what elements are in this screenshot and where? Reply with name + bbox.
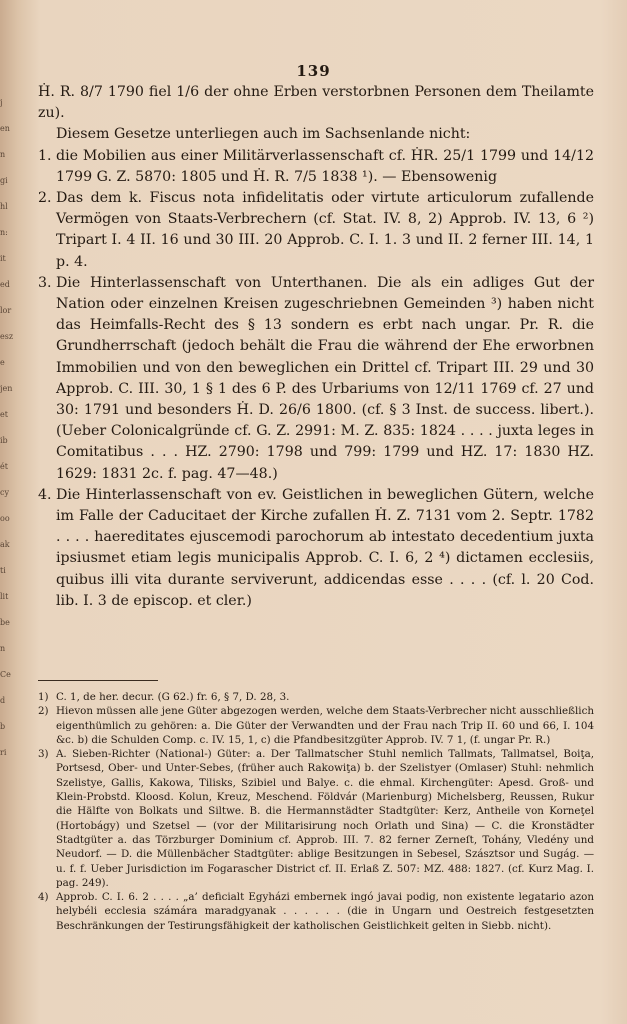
gutter-fragment: it xyxy=(0,254,6,263)
footnote-number: 3) xyxy=(38,748,49,761)
gutter-fragment: lor xyxy=(0,306,12,315)
gutter-fragment: cy xyxy=(0,488,9,497)
footnote xyxy=(38,747,594,890)
list-item-number: 1. xyxy=(38,147,52,164)
gutter-fragment: lit xyxy=(0,592,9,601)
gutter-fragment: be xyxy=(0,618,10,627)
gutter-fragment: b xyxy=(0,722,6,731)
gutter-fragment: ed xyxy=(0,280,10,289)
list-item xyxy=(38,485,594,612)
list-item-number: 2. xyxy=(38,190,52,207)
gutter-fragment: ét xyxy=(0,462,8,471)
footnote-number: 2) xyxy=(38,705,49,718)
gutter-fragment: et xyxy=(0,410,8,419)
main-text xyxy=(38,82,594,612)
gutter-fragment: ti xyxy=(0,566,6,575)
gutter-fragment: oo xyxy=(0,514,10,523)
paragraph-continued: Ḣ. R. 8/7 1790 fiel 1/6 der ohne Erben verstorbnen Personen dem Theilamte zu). xyxy=(38,84,594,122)
list-item xyxy=(38,273,594,485)
footnote-divider xyxy=(38,680,158,681)
list-item-number: 4. xyxy=(38,486,52,503)
footnote-text: C. 1, de her. decur. (G 62.) fr. 6, § 7, D. 28, 3. xyxy=(56,691,290,703)
footnote xyxy=(38,690,594,704)
gutter-fragment: n: xyxy=(0,228,8,237)
gutter-fragment: ak xyxy=(0,540,10,549)
gutter-fragment: gi xyxy=(0,176,8,185)
footnote-text: Approb. C. I. 6. 2 . . . . „a’ deficialt Egyházi embernek ingó javai podig, non existente legatario azon helybéli ecclesia számára maradgyanak . . . . . . (die in Ungarn und Oestreich festgesetzten Beschränkungen der Testirungsfähigkeit der katholischen Geistlichkeit gelten in Siebb. nicht). xyxy=(56,891,594,932)
footnote-number: 4) xyxy=(38,891,49,904)
paragraph-intro: Diesem Gesetze unterliegen auch im Sachsenlande nicht: xyxy=(56,126,471,143)
gutter-fragment: en xyxy=(0,124,10,133)
gutter-fragment: hl xyxy=(0,202,8,211)
gutter-fragment: j xyxy=(0,98,3,107)
gutter-fragment: ri xyxy=(0,748,7,757)
gutter-fragment: Ce xyxy=(0,670,11,679)
footnote-text: Hievon müssen alle jene Güter abgezogen werden, welche dem Staats-Verbrecher nicht ausschließlich eigenthümlich zu gehören: a. Die Güter der Verwandten und der Frau nach Trip II. 60 und 66, I. 104 &c. b) die Schulden Comp. c. IV. 15, 1, c) die Pfandbesitzgüter Approb. IV. 7 1, (f. ungar Pr. R.) xyxy=(56,705,594,746)
list-item-text: die Mobilien aus einer Militärverlassenschaft cf. ḢR. 25/1 1799 und 14/12 1799 G. Z. 5870: 1805 und Ḣ. R. 7/5 1838 ¹). — Ebensowenig xyxy=(56,147,594,185)
footnote xyxy=(38,704,594,747)
gutter-fragment: n xyxy=(0,150,6,159)
gutter-fragment: e xyxy=(0,358,5,367)
footnotes xyxy=(38,690,594,933)
list-item-text: Das dem k. Fiscus nota infidelitatis oder virtute articulorum zufallende Vermögen von Staats-Verbrechern (cf. Stat. IV. 8, 2) Approb. IV. 13, 6 ²) Tripart I. 4 II. 16 und 30 III. 20 Approb. C. I. 1. 3 und II. 2 ferner III. 14, 1 p. 4. xyxy=(56,190,594,270)
list-item-text: Die Hinterlassenschaft von Unterthanen. Die als ein adliges Gut der Nation oder einzelnen Kreisen zugeschriebnen Gemeinden ³) haben nicht das Heimfalls-Recht des § 13 sondern es erbt nach ungar. Pr. R. die Grundherrschaft (jedoch behält die Frau die während der Ehe erworbnen Immobilien und von den beweglichen ein Drittel cf. Tripart III. 29 und 30 Approb. C. III. 30, 1 § 1 des 6 P. des Urbariums von 12/11 1769 cf. 27 und 30: 1791 und besonders Ḣ. D. 26/6 1800. (cf. § 3 Inst. de success. libert.). (Ueber Colonicalgründe cf. G. Z. 2991: M. Z. 835: 1824 . . . . juxta leges in Comitatibus . . . HZ. 2790: 1798 und 799: 1799 und HZ. 17: 1830 HZ. 1629: 1831 2c. f. pag. 47—48.) xyxy=(56,274,594,482)
footnote-number: 1) xyxy=(38,691,49,703)
gutter-fragment: esz xyxy=(0,332,14,341)
gutter-fragment: ib xyxy=(0,436,8,445)
gutter-fragment: d xyxy=(0,696,6,705)
gutter-fragment: jen xyxy=(0,384,13,393)
binding-gutter-fragments xyxy=(0,90,14,950)
gutter-fragment: n xyxy=(0,644,6,653)
list-item-text: Die Hinterlassenschaft von ev. Geistlichen in beweglichen Gütern, welche im Falle der Caducitaet der Kirche zufallen Ḣ. Z. 7131 vom 2. Septr. 1782 . . . . haereditates ejuscemodi parochorum ab intestato decedentium juxta ipsiusmet etiam legis municipalis Approb. C. I. 6, 2 ⁴) dictamen ecclesiis, quibus illi vita durante serviverunt, addicendas esse . . . . (cf. l. 20 Cod. lib. I. 3 de episcop. et cler.) xyxy=(56,486,594,609)
list-item xyxy=(38,188,594,273)
footnote-text: A. Sieben-Richter (National-) Güter: a. Der Tallmatscher Stuhl nemlich Tallmats, Tallmatsel, Boiţa, Portsesd, Ober- und Unter-Sebes, (früher auch Rakowiţa) b. der Szelistyer (Omlaser) Stuhl: nehmlich Szelistye, Gallis, Kakowa, Tilisks, Szibiel und Balye. c. die ehmal. Kirchengüter: Apesd. Groß- und Klein-Probstd. Kloosd. Kolun, Kreuz, Meschend. Földvár (Marienburg) Michelsberg, Reussen, Rukur die Hälfte von Bolkats und Siltwe. B. die Hermannstädter Stadtgüter: Kerz, Antheile von Korneţel (Hortobágy) und Szetsel — (vor der Militarisirung noch Orlath und Sina) — C. die Kronstädter Stadtgüter a. das Törzburger Dominium cf. Approb. III. 7. 82 ferner Zerneſt, Tohány, Vledény und Neudorf. — D. die Müllenbächer Stadtgüter: ablige Besitzungen in Sebesel, Szásztsor und Sugág. — u. f. f. Ueber Jurisdiction im Fogarascher District cf. II. Erlaß Z. 507: MZ. 488: 1827. (cf. Kurz Mag. I. pag. 249). xyxy=(56,748,594,889)
page-number: 139 xyxy=(296,62,331,80)
footnote xyxy=(38,890,594,933)
list-item-number: 3. xyxy=(38,274,52,291)
list-item xyxy=(38,146,594,188)
